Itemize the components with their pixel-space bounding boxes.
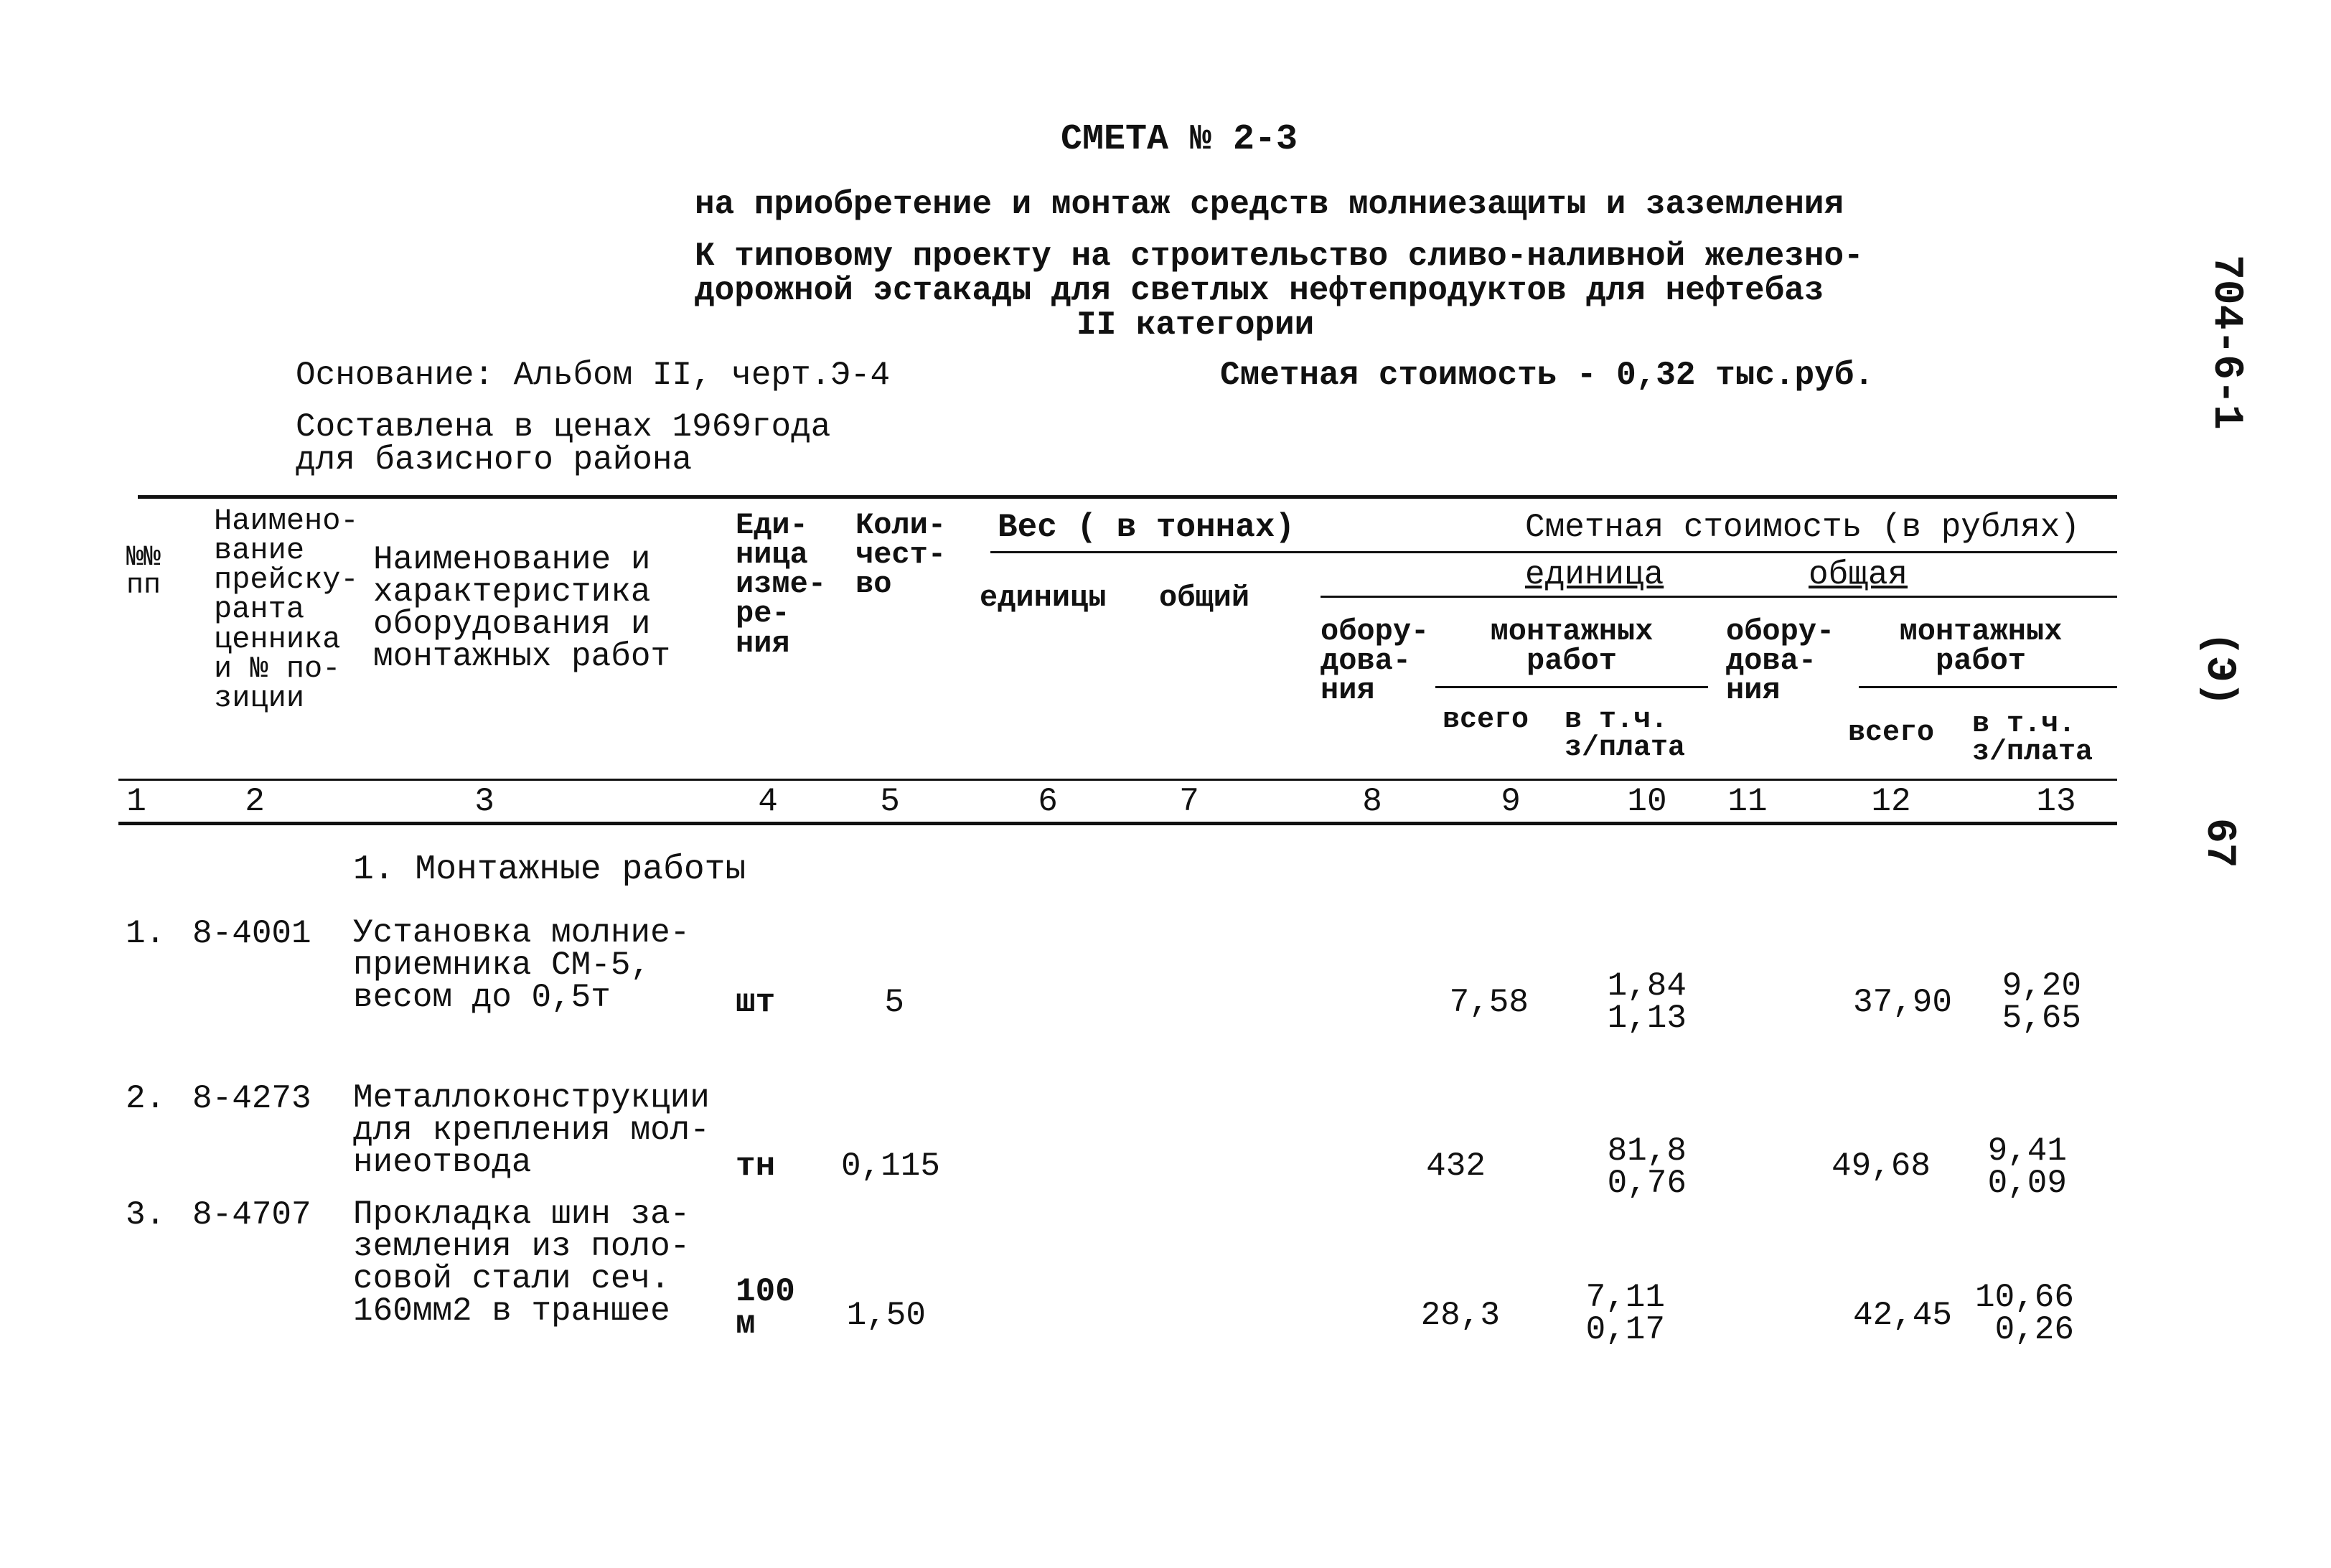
side-page-number: 67 <box>2195 818 2242 868</box>
project-line-2: дорожной эстакады для светлых нефтепродуктов для нефтебаз <box>695 272 1824 309</box>
project-line-3: II категории <box>1077 306 1315 344</box>
row-total-install-wage: 10,66 0,26 <box>1974 1279 2074 1349</box>
row-unit-install-wage: 81,8 0,76 <box>1607 1132 1687 1203</box>
row-total-install: 37,90 <box>1852 984 1952 1021</box>
row-number: 3. <box>126 1196 166 1234</box>
project-line-1: К типовому проекту на строительство сливо-наливной железно- <box>695 238 1864 275</box>
row-unit: 100 м <box>736 1273 795 1343</box>
header-unit-install-wage: в т.ч. з/плата <box>1565 704 1686 765</box>
row-unit: тн <box>736 1147 776 1185</box>
row-total-install: 49,68 <box>1831 1147 1931 1185</box>
header-weight: Вес ( в тоннах) <box>998 509 1295 546</box>
row-description: Установка молние- приемника СМ-5, весом до 0,5т <box>353 914 690 1017</box>
header-unit-install-total: всего <box>1443 704 1529 736</box>
header-unit-installation: монтажных работ <box>1490 614 1654 679</box>
side-document-code: 704-6-1 <box>2203 255 2249 430</box>
col-number: 6 <box>1038 783 1058 820</box>
header-num: №№ пп <box>126 542 161 603</box>
row-total-install: 42,45 <box>1852 1297 1952 1334</box>
row-unit-install-total: 432 <box>1426 1147 1486 1185</box>
header-weight-unit: единицы <box>980 581 1107 615</box>
header-cost-unit: единица <box>1525 556 1664 593</box>
header-unit: Еди- ница изме- ре- ния <box>736 508 827 661</box>
row-total-install-wage: 9,20 5,65 <box>2002 967 2081 1038</box>
header-unit-equipment: обору- дова- ния <box>1321 614 1430 708</box>
side-mark: (Э) <box>2195 632 2242 707</box>
basis-text: Основание: Альбом II, черт.Э-4 <box>296 357 891 394</box>
row-unit-install-total: 28,3 <box>1420 1297 1500 1334</box>
table-top-rule <box>138 495 2117 499</box>
row-quantity: 0,115 <box>840 1147 940 1185</box>
col-number: 2 <box>245 783 265 820</box>
row-unit-install-wage: 7,11 0,17 <box>1585 1279 1665 1349</box>
row-code: 8-4273 <box>192 1080 311 1117</box>
header-quantity: Коли- чест- во <box>855 508 947 602</box>
total-install-rule <box>1859 686 2117 688</box>
col-number: 4 <box>758 783 778 820</box>
col-number: 10 <box>1627 783 1667 820</box>
col-numbers-rule <box>118 822 2117 825</box>
header-total-install-total: всего <box>1848 717 1935 749</box>
header-bottom-rule <box>118 779 2117 781</box>
prices-line-2: для базисного района <box>296 441 693 479</box>
col-number: 3 <box>474 783 494 820</box>
header-total-installation: монтажных работ <box>1899 614 2063 679</box>
weight-header-rule <box>990 551 2117 553</box>
row-unit-install-wage: 1,84 1,13 <box>1607 967 1687 1038</box>
col-number: 8 <box>1362 783 1382 820</box>
row-total-install-wage: 9,41 0,09 <box>1987 1132 2067 1203</box>
col-number: 5 <box>880 783 900 820</box>
document-title: СМЕТА № 2-3 <box>1061 119 1298 160</box>
prices-line-1: Составлена в ценах 1969года <box>296 408 831 446</box>
col-number: 12 <box>1871 783 1911 820</box>
section-title: 1. Монтажные работы <box>353 850 746 889</box>
row-description: Металлоконструкции для крепления мол- ниеотвода <box>353 1079 710 1182</box>
row-unit-install-total: 7,58 <box>1449 984 1529 1021</box>
unit-install-rule <box>1435 686 1708 688</box>
header-description: Наименование и характеристика оборудования и монтажных работ <box>373 541 671 676</box>
header-cost: Сметная стоимость (в рублях) <box>1525 509 2080 546</box>
row-unit: шт <box>736 984 776 1021</box>
row-code: 8-4707 <box>192 1196 311 1234</box>
row-number: 1. <box>126 915 166 952</box>
cost-subheader-rule <box>1321 596 2117 598</box>
col-number: 13 <box>2036 783 2076 820</box>
col-number: 9 <box>1501 783 1521 820</box>
col-number: 7 <box>1179 783 1199 820</box>
col-number: 1 <box>126 783 146 820</box>
row-number: 2. <box>126 1080 166 1117</box>
col-number: 11 <box>1727 783 1768 820</box>
header-total-equipment: обору- дова- ния <box>1726 614 1835 708</box>
header-pricelist: Наимено- вание прейску- ранта ценника и № по- зиции <box>214 504 359 715</box>
row-description: Прокладка шин за- земления из поло- совой стали сеч. 160мм2 в траншее <box>353 1196 690 1330</box>
row-quantity: 5 <box>884 984 904 1021</box>
row-code: 8-4001 <box>192 915 311 952</box>
header-weight-total: общий <box>1159 581 1250 615</box>
header-total-install-wage: в т.ч. з/плата <box>1972 708 2093 769</box>
estimated-cost: Сметная стоимость - 0,32 тыс.руб. <box>1220 357 1874 394</box>
document-subtitle: на приобретение и монтаж средств молниезащиты и заземления <box>695 186 1844 223</box>
header-cost-total: общая <box>1809 556 1908 593</box>
row-quantity: 1,50 <box>846 1297 926 1334</box>
